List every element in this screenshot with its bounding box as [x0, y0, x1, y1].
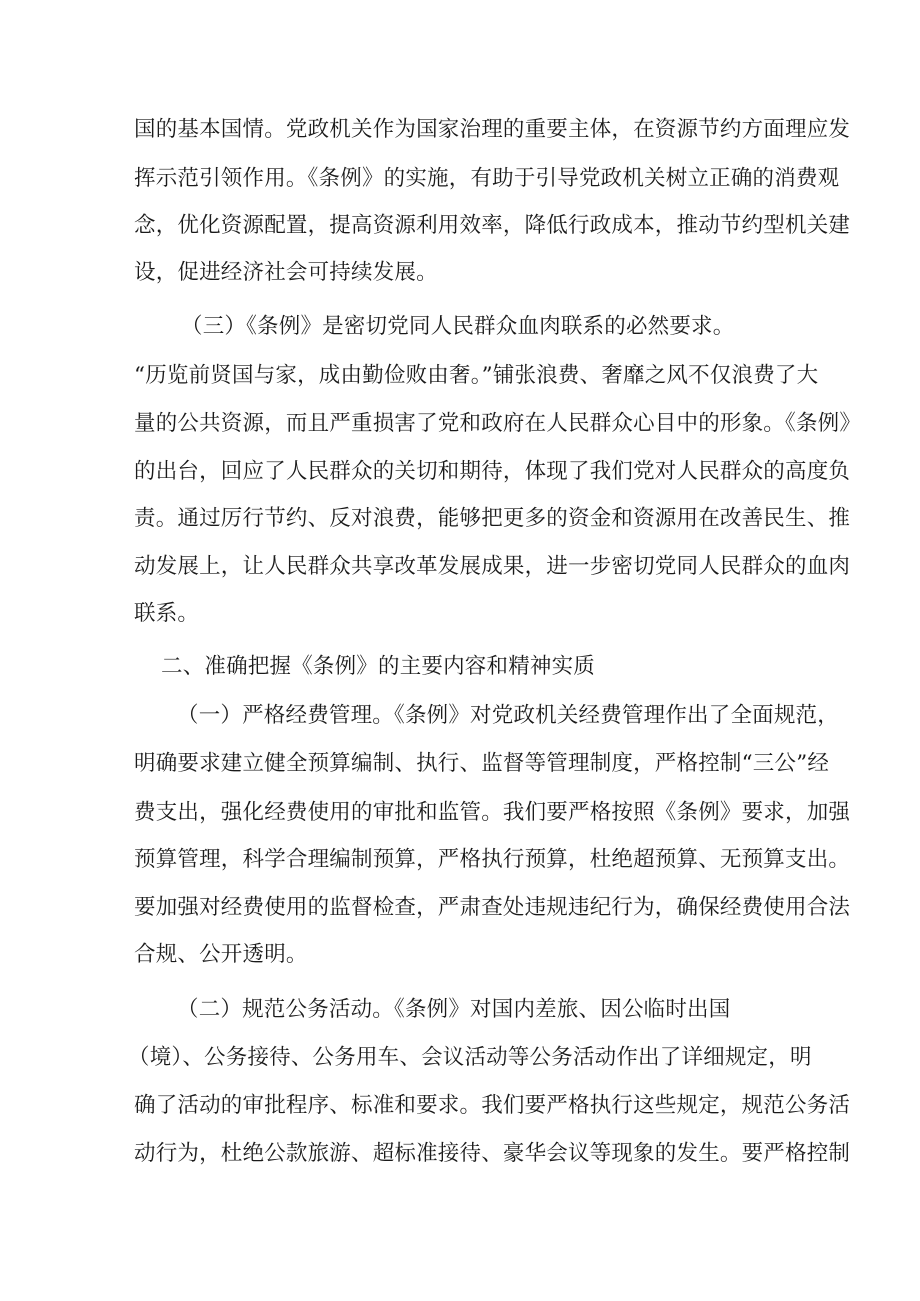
text-line: 设，促进经济社会可持续发展。 — [134, 260, 438, 285]
subsection-heading: （三）《条例》是密切党同人民群众血肉联系的必然要求。 — [181, 314, 735, 339]
text-line: 确了活动的审批程序、标准和要求。我们要严格执行这些规定，规范公务活 — [134, 1093, 851, 1118]
section-heading: 二、准确把握《条例》的主要内容和精神实质 — [161, 654, 596, 679]
text-line: 要加强对经费使用的监督检查，严肃查处违规违纪行为，确保经费使用合法 — [134, 895, 851, 920]
text-line: “历览前贤国与家，成由勤俭败由奢。”铺张浪费、奢靡之风不仅浪费了大 — [134, 363, 819, 388]
text-line: 动发展上，让人民群众共享改革发展成果，进一步密切党同人民群众的血肉 — [134, 554, 851, 579]
text-line: （二）规范公务活动。《条例》对国内差旅、因公临时出国 — [177, 997, 731, 1022]
text-line: （一）严格经费管理。《条例》对党政机关经费管理作出了全面规范， — [177, 703, 839, 728]
text-line: 明确要求建立健全预算编制、执行、监督等管理制度，严格控制“三公”经 — [134, 751, 830, 776]
text-line: 国的基本国情。党政机关作为国家治理的重要主体，在资源节约方面理应发 — [134, 117, 851, 142]
text-line: 联系。 — [134, 601, 200, 626]
text-line: 费支出，强化经费使用的审批和监管。我们要严格按照《条例》要求，加强 — [134, 800, 851, 825]
text-line: 责。通过厉行节约、反对浪费，能够把更多的资金和资源用在改善民生、推 — [134, 506, 851, 531]
text-line: 挥示范引领作用。《条例》的实施，有助于引导党政机关树立正确的消费观 — [134, 166, 840, 191]
text-line: 动行为，杜绝公款旅游、超标准接待、豪华会议等现象的发生。要严格控制 — [134, 1141, 851, 1166]
text-line: 念，优化资源配置，提高资源利用效率，降低行政成本，推动节约型机关建 — [134, 213, 851, 238]
text-line: 预算管理，科学合理编制预算，严格执行预算，杜绝超预算、无预算支出。 — [134, 847, 851, 872]
text-line: 合规、公开透明。 — [134, 942, 308, 967]
text-line: （境）、公务接待、公务用车、会议活动等公务活动作出了详细规定，明 — [128, 1045, 812, 1070]
text-line: 的出台，回应了人民群众的关切和期待，体现了我们党对人民群众的高度负 — [134, 459, 851, 484]
text-line: 量的公共资源，而且严重损害了党和政府在人民群众心目中的形象。《条例》 — [134, 411, 862, 436]
